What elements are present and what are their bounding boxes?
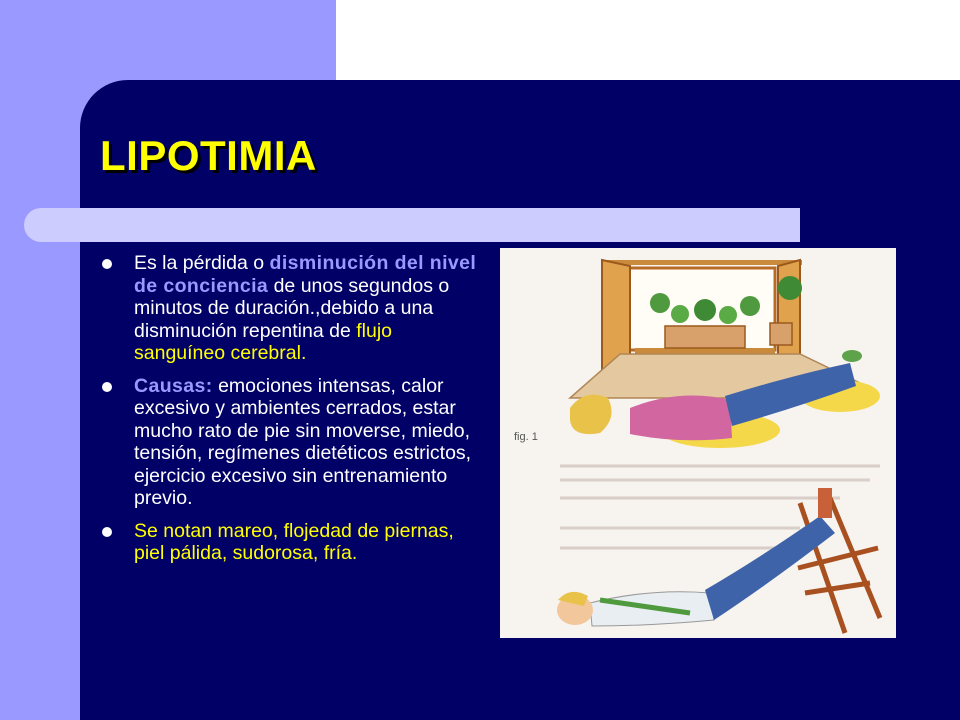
bullet-item-causes <box>100 375 480 510</box>
bullet-dot <box>102 259 112 269</box>
bullet-dot <box>102 382 112 392</box>
fainting-illustration <box>500 248 896 638</box>
causes-label: Causas: <box>134 374 213 397</box>
figure-caption: fig. 1 <box>514 431 538 443</box>
fainted-man-icon <box>557 488 835 626</box>
definition-text-2: de unos segundos o minutos de duración.,debido a una disminución repentina de <box>134 274 450 342</box>
fainting-illustration-drawing <box>500 248 896 638</box>
bullet-dot <box>102 527 112 537</box>
slide-title: LIPOTIMIA <box>100 132 317 179</box>
definition-highlight-consciousness: disminución del nivel de conciencia <box>134 252 477 297</box>
title-divider-bar <box>24 208 800 242</box>
definition-text-end: . <box>300 342 307 364</box>
bullet-item-symptoms <box>100 520 480 565</box>
bullet-list <box>100 252 480 575</box>
definition-highlight-blood-flow: flujo sanguíneo cerebral <box>134 319 393 364</box>
causes-text: emociones intensas, calor excesivo y ambientes cerrados, estar mucho rato de pie sin moverse, miedo, tensión, regímenes dietéticos estrictos, ejercicio excesivo sin entrenamiento previo. <box>134 374 472 509</box>
bullet-item-definition <box>100 252 480 365</box>
symptoms-text: Se notan mareo, flojedad de piernas, piel pálida, sudorosa, fría. <box>134 519 454 564</box>
chair-icon <box>798 498 880 633</box>
definition-text-1: Es la pérdida o <box>134 252 270 274</box>
